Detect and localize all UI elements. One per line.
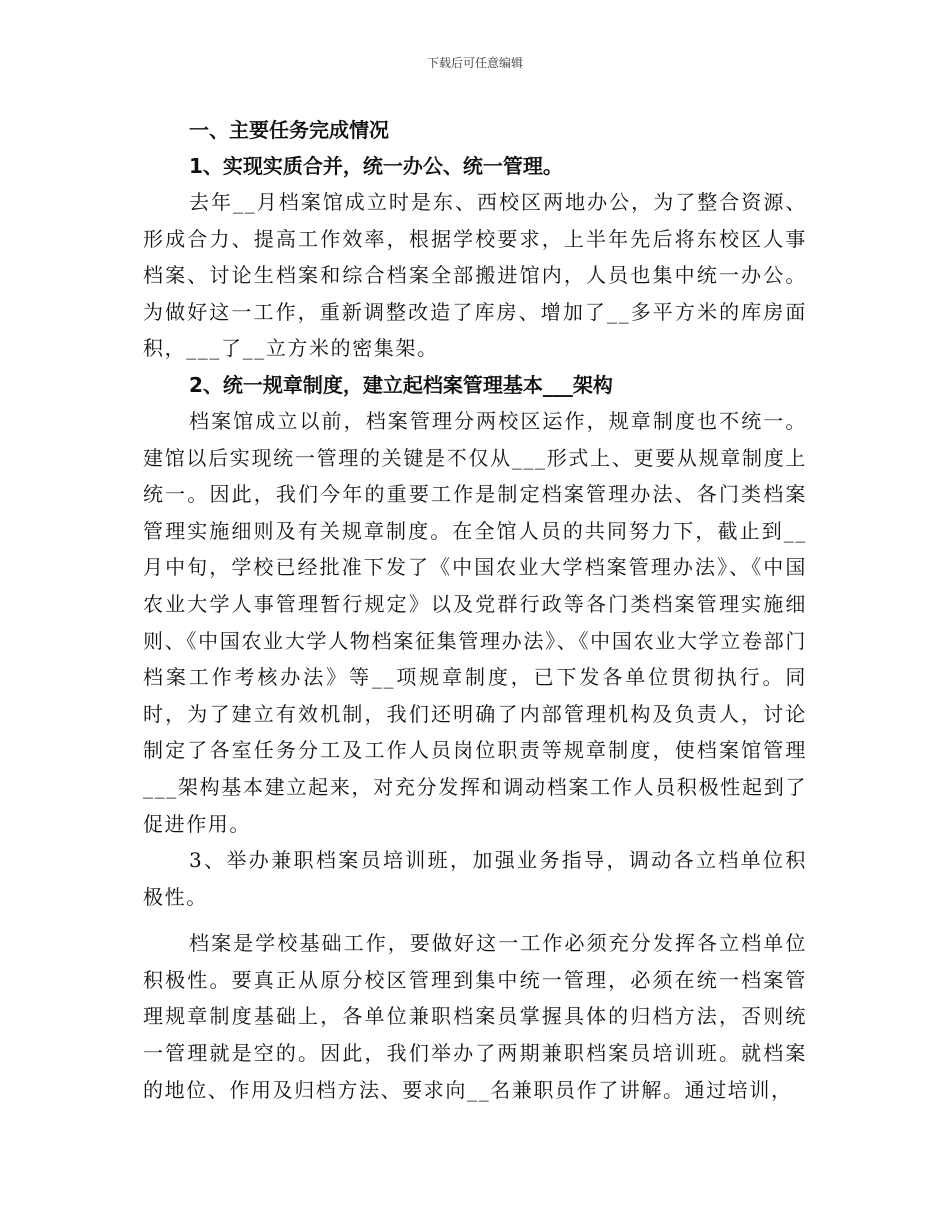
page-header-note: 下载后可任意编辑 xyxy=(426,56,523,70)
paragraph-3: 档案是学校基础工作，要做好这一工作必须充分发挥各立档单位积极性。要真正从原分校区管理到集中统一管理，必须在统一档案管理规章制度基础上，各单位兼职档案员掌握具体的归档方法，否则统一管理就是空的。因此，我们举办了两期兼职档案员培训班。就档案的地位、作用及归档方法、要求向__名兼职员作了讲解。通过培训， xyxy=(143,931,807,1102)
subsection-heading-2: 2、统一规章制度，建立起档案管理基本___架构 xyxy=(189,372,613,397)
paragraph-2: 档案馆成立以前，档案管理分两校区运作，规章制度也不统一。建馆以后实现统一管理的关键是不仅从___形式上、更要从规章制度上统一。因此，我们今年的重要工作是制定档案管理办法、各门类档案管理实施细则及有关规章制度。在全馆人员的共同努力下，截止到__月中旬，学校已经批准下发了《中国农业大学档案管理办法》、《中国农业大学人事管理暂行规定》以及党群行政等各门类档案管理实施细则、《中国农业大学人物档案征集管理办法》、《中国农业大学立卷部门档案工作考核办法》等__项规章制度，已下发各单位贯彻执行。同时，为了建立有效机制，我们还明确了内部管理机构及负责人，讨论制定了各室任务分工及工作人员岗位职责等规章制度，使档案馆管理___架构基本建立起来，对充分发挥和调动档案工作人员积极性起到了促进作用。 xyxy=(143,408,807,836)
subsection-heading-3: 3、举办兼职档案员培训班，加强业务指导，调动各立档单位积极性。 xyxy=(143,848,807,909)
section-heading: 一、主要任务完成情况 xyxy=(189,118,389,142)
subsection-heading-1: 1、实现实质合并，统一办公、统一管理。 xyxy=(189,154,563,178)
paragraph-1: 去年__月档案馆成立时是东、西校区两地办公，为了整合资源、形成合力、提高工作效率，根据学校要求，上半年先后将东校区人事档案、讨论生档案和综合档案全部搬进馆内，人员也集中统一办公。为做好这一工作，重新调整改造了库房、增加了__多平方米的库房面积，___了__立方米的密集架。 xyxy=(143,190,807,361)
document-body xyxy=(143,112,807,1108)
